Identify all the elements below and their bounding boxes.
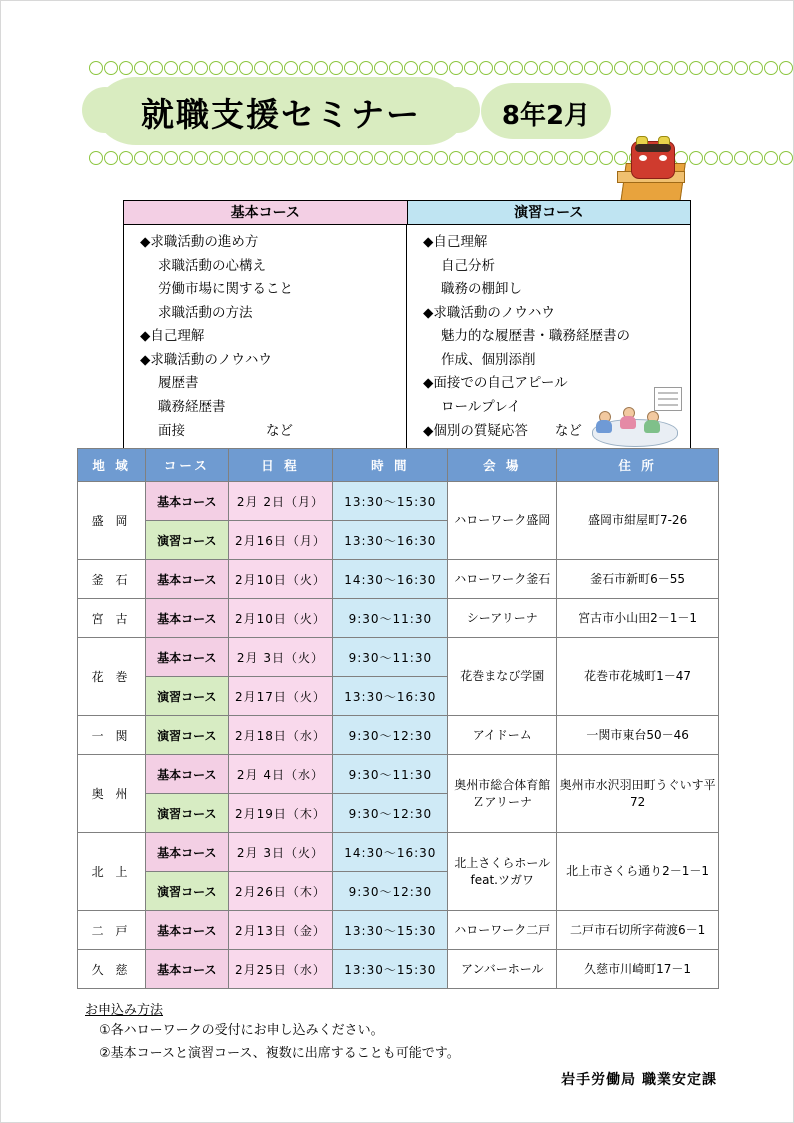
header-banner xyxy=(1,51,794,176)
cell-time: 9:30～12:30 xyxy=(333,716,448,755)
column-time: 時 間 xyxy=(333,449,448,482)
cell-venue: アンバーホール xyxy=(448,950,557,989)
exercise-item: ◆個別の質疑応答 など xyxy=(423,422,582,439)
cell-time: 13:30～15:30 xyxy=(333,482,448,521)
table-row xyxy=(78,833,719,872)
cell-date: 2月 4日（水） xyxy=(228,755,333,794)
cell-course: 演習コース xyxy=(146,794,228,833)
cell-course: 演習コース xyxy=(146,716,228,755)
table-row xyxy=(78,599,719,638)
course-outline-header xyxy=(124,201,690,225)
cell-date: 2月13日（金） xyxy=(228,911,333,950)
cell-address: 北上市さくら通り2－1－1 xyxy=(557,833,719,911)
basic-course-items xyxy=(124,225,407,455)
cell-course: 基本コース xyxy=(146,950,228,989)
table-row xyxy=(78,638,719,677)
cell-time: 13:30～16:30 xyxy=(333,677,448,716)
table-row xyxy=(78,716,719,755)
basic-item: 労働市場に関すること xyxy=(158,281,293,298)
cell-region: 久 慈 xyxy=(78,950,146,989)
exercise-item: 自己分析 xyxy=(441,257,495,274)
cell-course: 基本コース xyxy=(146,833,228,872)
cell-time: 9:30～11:30 xyxy=(333,638,448,677)
cell-date: 2月26日（木） xyxy=(228,872,333,911)
cell-date: 2月25日（水） xyxy=(228,950,333,989)
cell-region: 二 戸 xyxy=(78,911,146,950)
table-header-row xyxy=(78,449,719,482)
cell-time: 9:30～11:30 xyxy=(333,755,448,794)
month-label: 8年2月 xyxy=(501,101,591,131)
cell-region: 一 関 xyxy=(78,716,146,755)
basic-item: 面接 など xyxy=(158,422,293,439)
exercise-item: 作成、個別添削 xyxy=(441,351,536,368)
cell-address: 二戸市石切所字荷渡6－1 xyxy=(557,911,719,950)
cell-time: 9:30～12:30 xyxy=(333,794,448,833)
cell-address: 奥州市水沢羽田町うぐいす平 72 xyxy=(557,755,719,833)
cell-date: 2月16日（月） xyxy=(228,521,333,560)
cell-time: 9:30～12:30 xyxy=(333,872,448,911)
cell-region: 釜 石 xyxy=(78,560,146,599)
cell-time: 14:30～16:30 xyxy=(333,833,448,872)
cell-time: 13:30～15:30 xyxy=(333,911,448,950)
cell-address: 一関市東台50－46 xyxy=(557,716,719,755)
cell-date: 2月17日（火） xyxy=(228,677,333,716)
basic-item: ◆自己理解 xyxy=(140,328,205,345)
exercise-item: ◆自己理解 xyxy=(423,234,488,250)
column-date: 日 程 xyxy=(228,449,333,482)
table-row xyxy=(78,911,719,950)
column-region: 地 域 xyxy=(78,449,146,482)
column-venue: 会 場 xyxy=(448,449,557,482)
cell-time: 14:30～16:30 xyxy=(333,560,448,599)
table-row xyxy=(78,755,719,794)
cell-region: 花 巻 xyxy=(78,638,146,716)
cell-course: 基本コース xyxy=(146,482,228,521)
basic-item: 求職活動の心構え xyxy=(158,257,266,274)
basic-course-header: 基本コース xyxy=(124,201,408,225)
table-row xyxy=(78,560,719,599)
exercise-course-items xyxy=(407,225,690,455)
cell-date: 2月19日（木） xyxy=(228,794,333,833)
table-row xyxy=(78,482,719,521)
exercise-item: 職務の棚卸し xyxy=(441,281,522,298)
column-course: コース xyxy=(146,449,228,482)
application-method xyxy=(85,999,460,1066)
cell-course: 基本コース xyxy=(146,599,228,638)
cell-venue: シーアリーナ xyxy=(448,599,557,638)
exercise-item: ◆面接での自己アピール xyxy=(423,375,568,392)
cell-region: 宮 古 xyxy=(78,599,146,638)
application-item: ②基本コースと演習コース、複数に出席することも可能です。 xyxy=(99,1045,460,1061)
basic-item: 職務経歴書 xyxy=(158,398,226,415)
cell-venue: ハローワーク盛岡 xyxy=(448,482,557,560)
cell-region: 盛 岡 xyxy=(78,482,146,560)
application-item: ①各ハローワークの受付にお申し込みください。 xyxy=(99,1023,384,1038)
cell-date: 2月 2日（月） xyxy=(228,482,333,521)
cell-course: 演習コース xyxy=(146,677,228,716)
cell-address: 釜石市新町6－55 xyxy=(557,560,719,599)
course-outline-box xyxy=(123,200,691,456)
cell-venue: アイドーム xyxy=(448,716,557,755)
exercise-item: 魅力的な履歴書・職務経歴書の xyxy=(441,328,630,345)
exercise-item: ◆求職活動のノウハウ xyxy=(423,304,555,321)
seminar-illustration-icon xyxy=(586,387,682,449)
exercise-item: ロールプレイ xyxy=(441,398,521,415)
basic-item: 求職活動の方法 xyxy=(158,304,253,321)
cell-time: 13:30～16:30 xyxy=(333,521,448,560)
page-title: 就職支援セミナー xyxy=(141,95,421,134)
basic-item: ◆求職活動のノウハウ xyxy=(140,351,272,368)
schedule-body xyxy=(78,482,719,989)
cell-course: 基本コース xyxy=(146,911,228,950)
cell-date: 2月 3日（火） xyxy=(228,638,333,677)
issuing-office: 岩手労働局 職業安定課 xyxy=(561,1072,717,1088)
cell-address: 花巻市花城町1－47 xyxy=(557,638,719,716)
cell-date: 2月10日（火） xyxy=(228,599,333,638)
cell-course: 演習コース xyxy=(146,521,228,560)
cell-time: 9:30～11:30 xyxy=(333,599,448,638)
cell-date: 2月18日（水） xyxy=(228,716,333,755)
cell-venue: 奥州市総合体育館 Ｚアリーナ xyxy=(448,755,557,833)
table-row xyxy=(78,950,719,989)
basic-item: ◆求職活動の進め方 xyxy=(140,234,259,250)
cell-address: 宮古市小山田2－1－1 xyxy=(557,599,719,638)
application-title: お申込み方法 xyxy=(85,1003,164,1018)
cell-address: 盛岡市紺屋町7-26 xyxy=(557,482,719,560)
column-address: 住 所 xyxy=(557,449,719,482)
cell-course: 基本コース xyxy=(146,560,228,599)
cell-date: 2月 3日（火） xyxy=(228,833,333,872)
cell-venue: ハローワーク二戸 xyxy=(448,911,557,950)
cell-time: 13:30～15:30 xyxy=(333,950,448,989)
bubble-decoration-top xyxy=(89,61,709,75)
cell-venue: 花巻まなび学園 xyxy=(448,638,557,716)
exercise-course-header: 演習コース xyxy=(408,201,691,225)
cell-address: 久慈市川崎町17－1 xyxy=(557,950,719,989)
cell-region: 北 上 xyxy=(78,833,146,911)
cell-course: 基本コース xyxy=(146,638,228,677)
cell-date: 2月10日（火） xyxy=(228,560,333,599)
schedule-table xyxy=(77,448,719,989)
cell-course: 基本コース xyxy=(146,755,228,794)
cell-course: 演習コース xyxy=(146,872,228,911)
cell-region: 奥 州 xyxy=(78,755,146,833)
basic-item: 履歴書 xyxy=(158,375,199,392)
cell-venue: ハローワーク釜石 xyxy=(448,560,557,599)
cell-venue: 北上さくらホール feat.ツガワ xyxy=(448,833,557,911)
